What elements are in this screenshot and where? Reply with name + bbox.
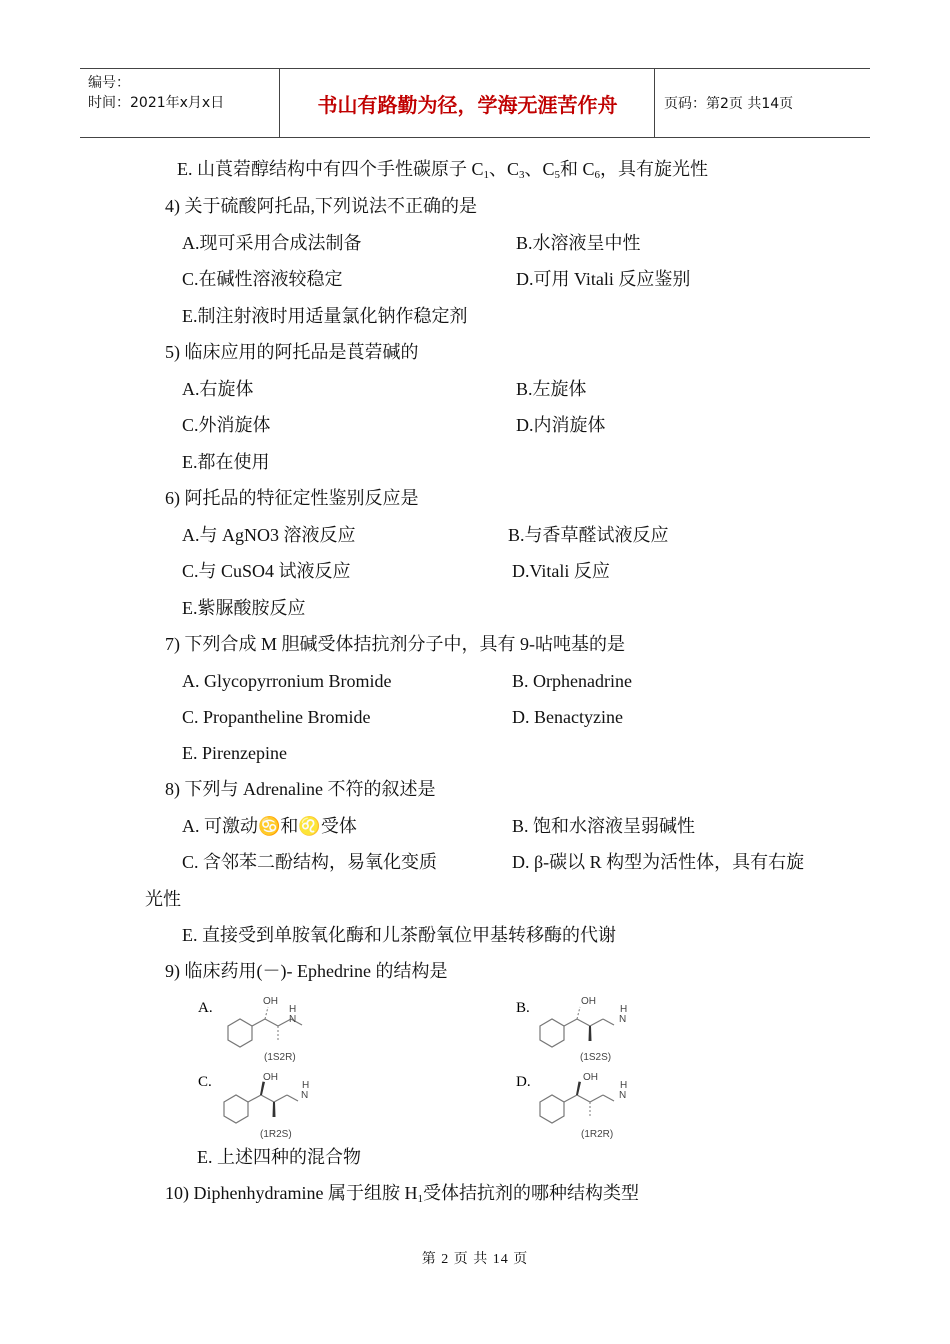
nh-h-label: H [289, 1004, 297, 1015]
nh-n-label: N [619, 1090, 627, 1101]
question-8: 8) 下列与 Adrenaline 不符的叙述是 [165, 779, 436, 799]
question-9: 9) 临床药用(－)- Ephedrine 的结构是 [165, 961, 448, 981]
oh-label: OH [583, 1072, 598, 1083]
question-5: 5) 临床应用的阿托品是莨菪碱的 [165, 342, 419, 362]
option-6a: A.与 AgNO3 溶液反应 [182, 525, 356, 545]
option-7c: C. Propantheline Bromide [182, 707, 371, 727]
option-5e: E.都在使用 [182, 452, 270, 472]
option-8b: B. 饱和水溶液呈弱碱性 [512, 816, 696, 836]
config-label: (1S2R) [264, 1052, 296, 1063]
option-5d: D.内消旋体 [516, 415, 606, 435]
config-label: (1S2S) [580, 1052, 612, 1063]
option-8d-continued: 光性 [145, 889, 181, 909]
question-10: 10) Diphenhydramine 属于组胺 H1受体拮抗剂的哪种结构类型 [165, 1183, 639, 1205]
oh-label: OH [581, 996, 596, 1007]
option-label: A. [198, 1000, 213, 1016]
nh-h-label: H [620, 1004, 628, 1015]
option-8c: C. 含邻苯二酚结构，易氧化变质 [182, 852, 438, 872]
config-label: (1R2S) [260, 1129, 292, 1140]
nh-h-label: H [302, 1080, 310, 1091]
option-5c: C.外消旋体 [182, 415, 271, 435]
option-7d: D. Benactyzine [512, 707, 623, 727]
option-7e: E. Pirenzepine [182, 743, 287, 763]
option-4c: C.在碱性溶液较稳定 [182, 269, 343, 289]
option-5a: A.右旋体 [182, 379, 254, 399]
option-label: C. [198, 1074, 212, 1090]
option-3e: E. 山莨菪醇结构中有四个手性碳原子 C1、C3、C5和 C6，具有旋光性 [177, 159, 709, 181]
question-6: 6) 阿托品的特征定性鉴别反应是 [165, 488, 419, 508]
option-label: B. [516, 1000, 530, 1016]
header-motto: 书山有路勤为径，学海无涯苦作舟 [281, 69, 655, 137]
option-6e: E.紫脲酸胺反应 [182, 598, 306, 618]
option-label: D. [516, 1074, 531, 1090]
nh-n-label: N [619, 1014, 627, 1025]
option-7b: B. Orphenadrine [512, 671, 632, 691]
code-label: 编号： [88, 75, 130, 91]
nh-h-label: H [620, 1080, 628, 1091]
option-4b: B.水溶液呈中性 [516, 233, 641, 253]
time-label: 时间：2021年x月x日 [88, 95, 225, 111]
option-8e: E. 直接受到单胺氧化酶和儿茶酚氧位甲基转移酶的代谢 [182, 925, 616, 945]
nh-n-label: N [301, 1090, 309, 1101]
option-8a: A. 可激动♋和♌受体 [182, 816, 357, 836]
option-6d: D.Vitali 反应 [512, 561, 610, 581]
nh-n-label: N [289, 1014, 297, 1025]
page-header [80, 68, 870, 138]
config-label: (1R2R) [581, 1129, 614, 1140]
structure-a [198, 994, 358, 1066]
question-7: 7) 下列合成 M 胆碱受体拮抗剂分子中，具有 9-呫吨基的是 [165, 634, 625, 654]
option-8d: D. β-碳以 R 构型为活性体，具有右旋 [512, 852, 805, 872]
page-footer: 第 2 页 共 14 页 [421, 1252, 529, 1267]
option-7a: A. Glycopyrronium Bromide [182, 671, 392, 691]
option-5b: B.左旋体 [516, 379, 587, 399]
option-4a: A.现可采用合成法制备 [182, 233, 362, 253]
oh-label: OH [263, 996, 278, 1007]
structure-c [198, 1068, 358, 1144]
structure-d [516, 1068, 676, 1144]
oh-label: OH [263, 1072, 278, 1083]
option-9e: E. 上述四种的混合物 [197, 1147, 361, 1167]
header-meta [80, 69, 280, 137]
option-6c: C.与 CuSO4 试液反应 [182, 561, 351, 581]
structure-b [516, 994, 676, 1066]
option-4e: E.制注射液时用适量氯化钠作稳定剂 [182, 306, 468, 326]
question-4: 4) 关于硫酸阿托品,下列说法不正确的是 [165, 196, 477, 216]
header-page-info: 页码：第2页 共14页 [664, 96, 794, 112]
option-4d: D.可用 Vitali 反应鉴别 [516, 269, 691, 289]
option-6b: B.与香草醛试液反应 [508, 525, 669, 545]
